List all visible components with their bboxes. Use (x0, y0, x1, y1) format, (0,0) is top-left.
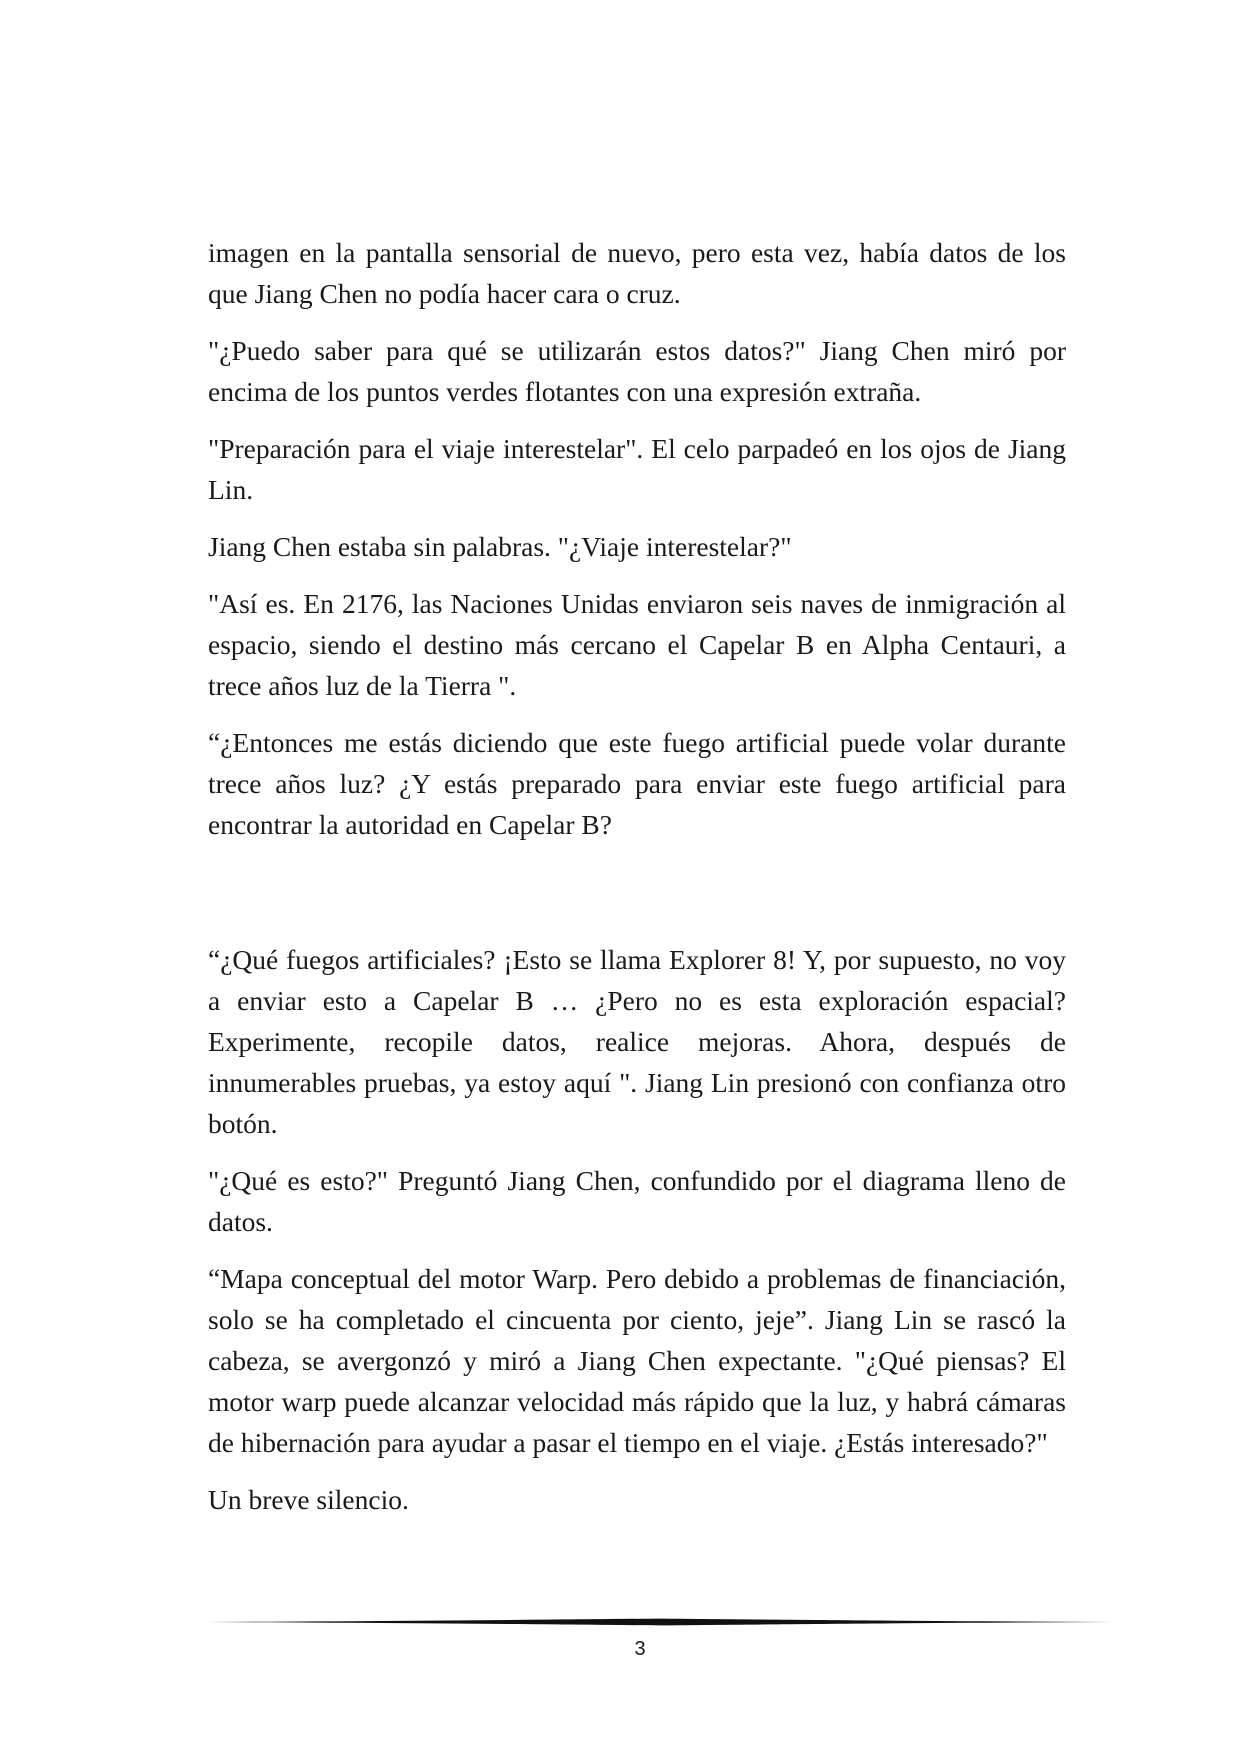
paragraph: Un breve silencio. (208, 1484, 409, 1515)
paragraph: “Mapa conceptual del motor Warp. Pero debido a problemas de financiación, solo se ha completado el cincuenta por ciento, jeje”. Jiang Lin se rascó la cabeza, se avergonzó y miró a Jiang Chen expectante. "¿Qué piensas? El motor warp puede alcanzar velocidad más rápido que la luz, y habrá cámaras de hibernación para ayudar a pasar el tiempo en el viaje. ¿Estás interesado?" (208, 1263, 1066, 1458)
paragraph: “¿Entonces me estás diciendo que este fuego artificial puede volar durante trece años luz? ¿Y estás preparado para enviar este fuego artificial para encontrar la autoridad en Capelar B? (208, 727, 1066, 840)
paragraph: “¿Qué fuegos artificiales? ¡Esto se llama Explorer 8! Y, por supuesto, no voy a enviar esto a Capelar B … ¿Pero no es esta exploración espacial? Experimente, recopile datos, realice mejoras. Ahora, después de innumerables pruebas, ya estoy aquí ". Jiang Lin presionó con confianza otro botón. (208, 944, 1066, 1139)
paragraph: "¿Qué es esto?" Preguntó Jiang Chen, confundido por el diagrama lleno de datos. (208, 1165, 1066, 1237)
paragraph: "¿Puedo saber para qué se utilizarán estos datos?" Jiang Chen miró por encima de los puntos verdes flotantes con una expresión extraña. (208, 335, 1066, 407)
page-number: 3 (634, 1638, 646, 1660)
section-break (208, 861, 1066, 939)
footer-divider (208, 1618, 1112, 1626)
paragraph: "Así es. En 2176, las Naciones Unidas enviaron seis naves de inmigración al espacio, siendo el destino más cercano el Capelar B en Alpha Centauri, a trece años luz de la Tierra ". (208, 588, 1066, 701)
page-body (208, 232, 1066, 1536)
paragraph: Jiang Chen estaba sin palabras. "¿Viaje interestelar?" (208, 531, 792, 562)
paragraph: imagen en la pantalla sensorial de nuevo, pero esta vez, había datos de los que Jiang Chen no podía hacer cara o cruz. (208, 237, 1066, 309)
paragraph: "Preparación para el viaje interestelar". El celo parpadeó en los ojos de Jiang Lin. (208, 433, 1066, 505)
